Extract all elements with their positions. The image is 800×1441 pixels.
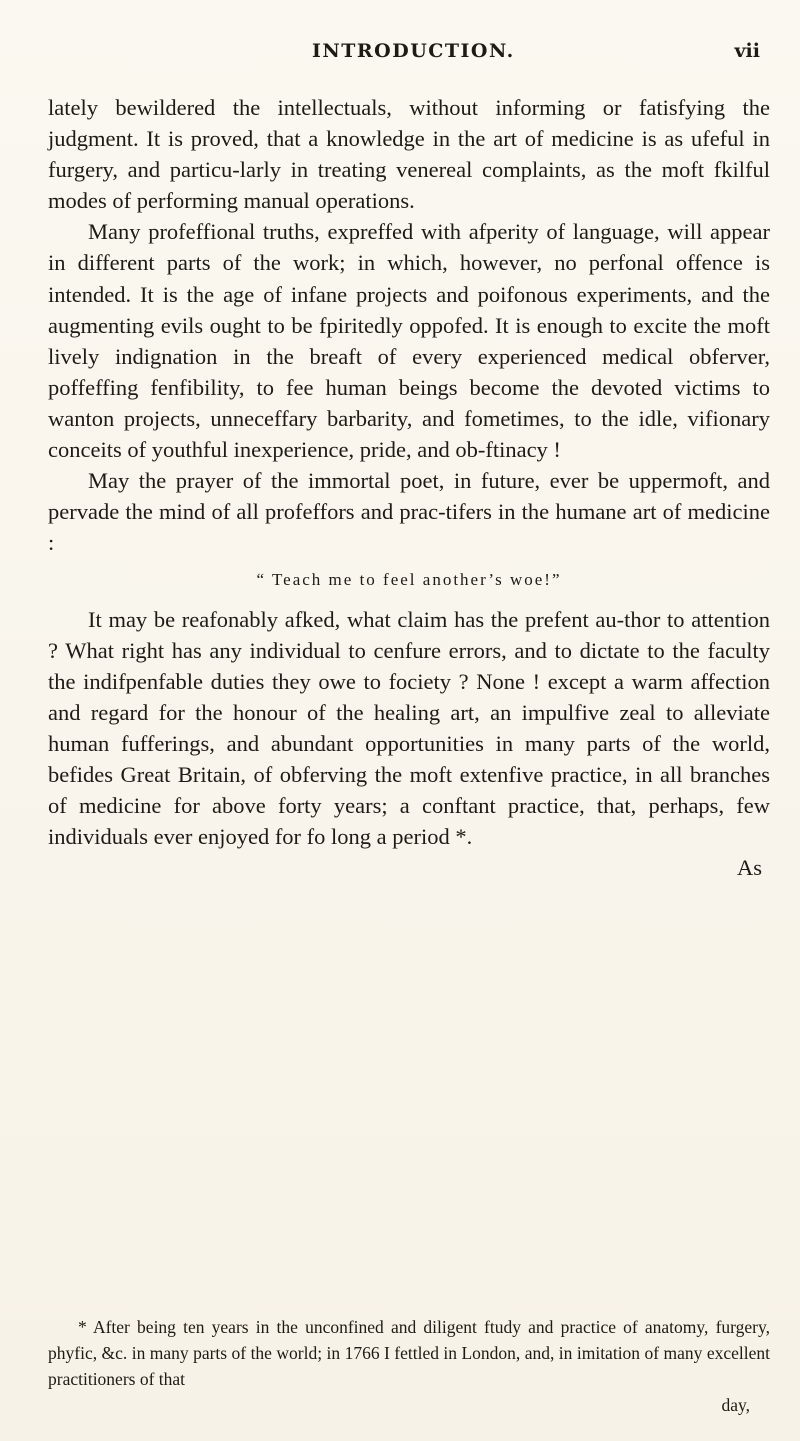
running-title: INTRODUCTION. — [312, 40, 515, 62]
quotation: “ Teach me to feel another’s woe!” — [256, 570, 562, 590]
footnote — [48, 1314, 770, 1418]
footnote-catchword: day, — [721, 1395, 750, 1415]
paragraph-3: May the prayer of the immortal poet, in future, ever be uppermoft, and pervade the mind of all profeffors and prac-tifers in the humane art of medicine : — [48, 468, 770, 556]
footnote-text: * After being ten years in the unconfined and diligent ftudy and practice of anatomy, furgery, phyfic, &c. in many parts of the world; in 1766 I fettled in London, and, in imitation of many excellent practitioners of that — [48, 1317, 770, 1389]
catchword: As — [736, 855, 762, 881]
page-number: vii — [734, 40, 760, 62]
paragraph-1: lately bewildered the intellectuals, without informing or fatisfying the judgment. It is proved, that a knowledge in the art of medicine is as ufeful in furgery, and particu-larly in treating venereal complaints, as the moft fkilful modes of performing manual operations. — [48, 95, 770, 214]
paragraph-4: It may be reafonably afked, what claim has the prefent au-thor to attention ? What right has any individual to cenfure errors, and to dictate to the faculty the indifpenfable duties they owe to fociety ? None ! except a warm affection and regard for the honour of the healing art, an impulfive zeal to alleviate human fufferings, and abundant opportunities in many parts of the world, befides Great Britain, of obferving the moft extenfive practice, in all branches of medicine for above forty years; a conftant practice, that, perhaps, few individuals ever enjoyed for fo long a period *. — [48, 606, 770, 850]
body-text — [48, 92, 770, 883]
page-header — [60, 40, 780, 80]
paragraph-2: Many profeffional truths, expreffed with afperity of language, will appear in different parts of the work; in which, however, no perfonal offence is intended. It is the age of infane projects and poifonous experiments, and the augmenting evils ought to be fpiritedly oppofed. It is enough to excite the moft lively indignation in the breaft of every experienced medical obferver, poffeffing fenfibility, to fee human beings become the devoted victims to wanton projects, unneceffary barbarity, and fometimes, to the idle, vifionary conceits of youthful inexperience, pride, and ob-ftinacy ! — [48, 219, 770, 463]
